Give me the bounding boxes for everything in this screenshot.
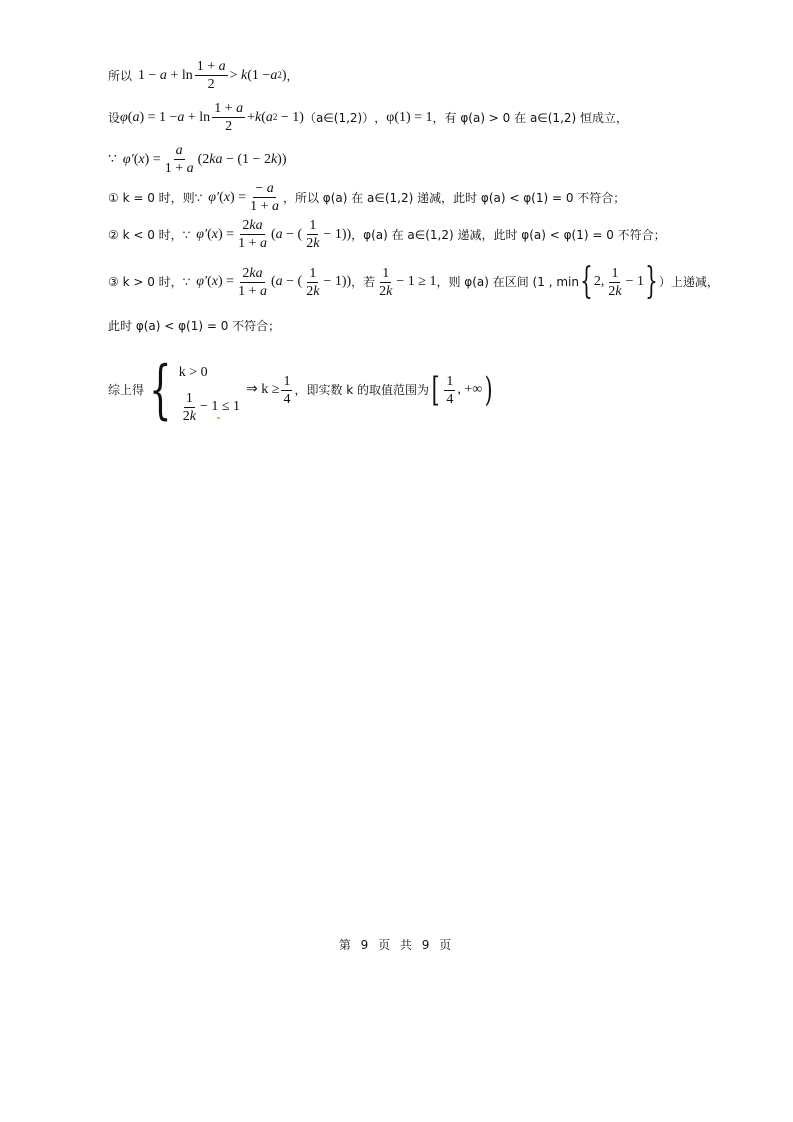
summary-prefix: 综上得 xyxy=(108,383,145,397)
case-three-label: ③ k > 0 时，∵ xyxy=(108,275,191,289)
case-one-label: ① k = 0 时，则∵ xyxy=(108,190,203,205)
because-symbol: ∵ xyxy=(108,151,117,167)
inequality-system: k > 0 $\frac{1}{2k}$ − 1 ≤ 1 xyxy=(178,365,241,424)
case-three-mid2: ，则 φ(a) 在区间 (1 , min xyxy=(436,275,579,289)
fraction: $\frac{1}{2k}$ xyxy=(182,390,196,424)
case-three-suffix: ）上递减， xyxy=(658,275,719,289)
fraction: $\frac{1}{2k}$ xyxy=(306,218,320,251)
page-footer: 第 9 页 共 9 页 xyxy=(338,938,455,952)
system-row-one: k > 0 xyxy=(178,365,208,380)
case-two-label: ② k < 0 时，∵ xyxy=(108,227,191,242)
case-two-suffix: ，φ(a) 在 a∈(1,2) 递减，此时 φ(a) < φ(1) = 0 不符合； xyxy=(351,227,666,242)
case-one-line: ① k = 0 时，则∵ φ′ ( x ) = $\frac{- a}{1 + a}$ ，所以 φ(a) 在 a∈(1,2) 递减，此时 φ(a) < φ(1) = 0 不符合； xyxy=(108,181,626,214)
summary-suffix: ，即实数 k 的取值范围为 xyxy=(294,383,430,397)
fraction: $\frac{1}{2k}$ xyxy=(608,265,622,299)
stray-mark xyxy=(217,417,220,419)
phi-one-value: φ(1) = 1 xyxy=(386,109,433,125)
fraction: $\frac{1}{4}$ xyxy=(283,373,291,407)
line2-prefix: 设 xyxy=(108,110,121,125)
case-three-cont-text: 此时 φ(a) < φ(1) = 0 不符合； xyxy=(108,319,281,333)
case-three-line: ③ k > 0 时，∵ φ′ ( x ) = $\frac{2ka}{1 + a}$ ( a − ( $\frac{1}{2k}$ − 1)) ，若 $\frac{1}{2k}$ − 1 ≥ 1 ，则 φ(a) 在区间 (1 , min { 2, $\frac{1}{2k}$ − 1 } ）上递减， xyxy=(108,261,719,302)
fraction: $\frac{2ka}{1 + a}$ xyxy=(238,265,267,299)
range-tail: , +∞ xyxy=(457,382,483,397)
fraction: $\frac{1}{4}$ xyxy=(446,373,454,407)
fraction: $\frac{- a}{1 + a}$ xyxy=(250,181,279,214)
fraction: $\frac{1 + a}{2}$ xyxy=(214,101,244,134)
case-two-line: ② k < 0 时，∵ φ′ ( x ) = $\frac{2ka}{1 + a}$ ( a − ( $\frac{1}{2k}$ − 1)) ，φ(a) 在 a∈(1,2) 递减，此时 φ(a) < φ(1) = 0 不符合； xyxy=(108,218,666,251)
case-three-continuation xyxy=(108,320,280,332)
implies-text: ⇒ k ≥ xyxy=(246,382,280,397)
fraction: $\frac{1}{2k}$ xyxy=(379,265,393,299)
line2-suffix: ，有 φ(a) > 0 在 a∈(1,2) 恒成立， xyxy=(432,110,629,125)
case-one-suffix: ，所以 φ(a) 在 a∈(1,2) 递减，此时 φ(a) < φ(1) = 0 不符合； xyxy=(282,190,626,205)
fraction: $\frac{a}{1 + a}$ xyxy=(164,143,194,176)
fraction: $\frac{2ka}{1 + a}$ xyxy=(238,218,267,251)
derivative-line: ∵ φ′ ( x ) = $\frac{a}{1 + a}$ (2 ka − (1 − 2 k )) xyxy=(108,143,287,176)
fraction: $\frac{1}{2k}$ xyxy=(306,265,320,299)
line1-prefix: 所以 xyxy=(108,68,133,83)
summary-line: 综上得 { k > 0 $\frac{1}{2k}$ − 1 ≤ 1 ⇒ k ≥ $\frac{1}{4}$ ，即实数 k 的取值范围为 [ $\frac{1}{4}$ , +∞ ) xyxy=(108,353,493,427)
phi-definition-line: 设 φ ( a ) = 1 − a + ln $\frac{1 + a}{2}$ + k ( a 2 − 1) （a∈(1,2)） ， φ(1) = 1 ，有 φ(a) > 0 在 a∈(1,2) 恒成立， xyxy=(108,101,629,134)
domain-note: （a∈(1,2)） xyxy=(303,110,375,125)
inequality-line: 所以 1 − a + ln $\frac{1 + a}{2}$ > k (1 − a 2 ) ， xyxy=(108,59,299,92)
case-three-mid: ，若 xyxy=(351,275,376,289)
fraction: $\frac{1 + a}{2}$ xyxy=(196,59,226,92)
